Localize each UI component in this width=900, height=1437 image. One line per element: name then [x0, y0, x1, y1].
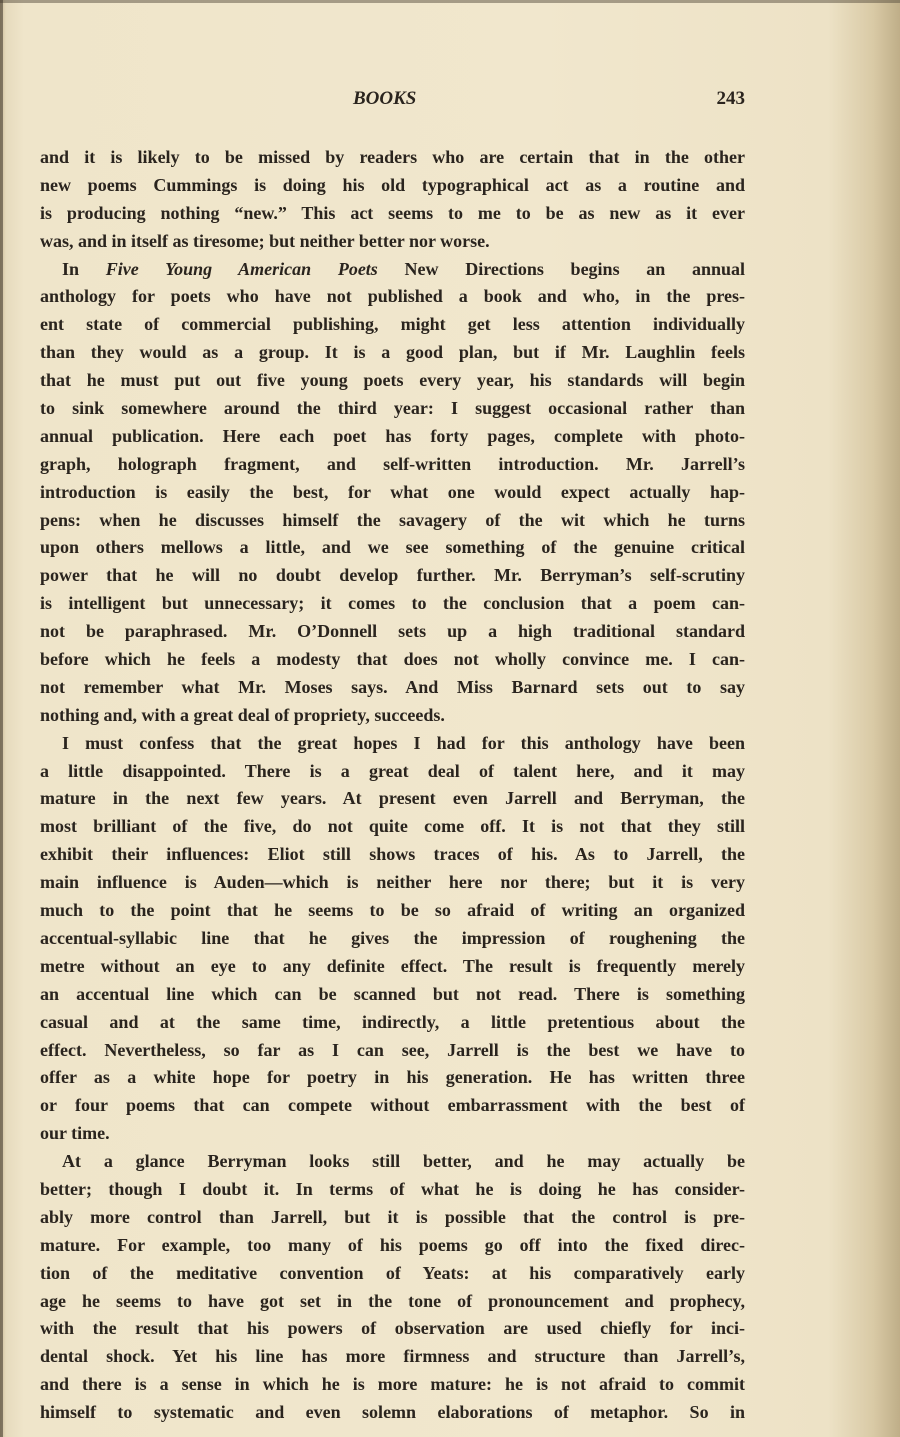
text-segment: New Directions begins an annual	[377, 258, 746, 279]
text-line: to sink somewhere around the third year: I suggest occasional rather than	[40, 398, 745, 419]
text-line: most brilliant of the five, do not quite come off. It is not that they still	[40, 816, 745, 837]
running-head: BOOKS	[353, 88, 417, 109]
text-line	[40, 256, 745, 284]
text-line: or four poems that can compete without embarrassment with the best of	[40, 1095, 745, 1116]
text-line: mature. For example, too many of his poems go off into the fixed direc-	[40, 1234, 745, 1255]
page-number: 243	[716, 88, 745, 109]
text-line: graph, holograph fragment, and self-written introduction. Mr. Jarrell’s	[40, 453, 745, 474]
text-line: tion of the meditative convention of Yeats: at his comparatively early	[40, 1262, 745, 1283]
text-line: power that he will no doubt develop further. Mr. Berryman’s self-scrutiny	[40, 565, 745, 586]
text-line: before which he feels a modesty that does not wholly convince me. I can-	[40, 649, 745, 670]
page-binding-edge	[0, 0, 3, 1437]
text-line: than they would as a group. It is a good plan, but if Mr. Laughlin feels	[40, 342, 745, 363]
body-text	[40, 144, 745, 1427]
paragraph	[40, 730, 745, 1148]
text-line: ent state of commercial publishing, might get less attention individually	[40, 314, 745, 335]
text-line: exhibit their influences: Eliot still shows traces of his. As to Jarrell, the	[40, 844, 745, 865]
paragraph	[40, 256, 745, 730]
text-line: effect. Nevertheless, so far as I can see, Jarrell is the best we have to	[40, 1039, 745, 1060]
text-line: ably more control than Jarrell, but it is possible that the control is pre-	[40, 1206, 745, 1227]
text-line: upon others mellows a little, and we see something of the genuine critical	[40, 537, 745, 558]
text-line: casual and at the same time, indirectly, a little pretentious about the	[40, 1011, 745, 1032]
text-line: anthology for poets who have not published a book and who, in the pres-	[40, 286, 745, 307]
page-top-edge	[0, 0, 900, 3]
text-line: dental shock. Yet his line has more firmness and structure than Jarrell’s,	[40, 1346, 745, 1367]
page-header	[40, 88, 745, 116]
text-line: better; though I doubt it. In terms of what he is doing he has consider-	[40, 1178, 745, 1199]
text-line: I must confess that the great hopes I had for this anthology have been	[62, 732, 745, 753]
paragraph	[40, 1148, 745, 1427]
text-line: much to the point that he seems to be so afraid of writing an organized	[40, 900, 745, 921]
text-line: is producing nothing “new.” This act seems to me to be as new as it ever	[40, 202, 745, 223]
text-line: new poems Cummings is doing his old typographical act as a routine and	[40, 174, 745, 195]
text-line: himself to systematic and even solemn elaborations of metaphor. So in	[40, 1402, 745, 1423]
text-line: pens: when he discusses himself the savagery of the wit which he turns	[40, 509, 745, 530]
text-line: an accentual line which can be scanned but not read. There is something	[40, 983, 745, 1004]
text-line: introduction is easily the best, for what one would expect actually hap-	[40, 481, 745, 502]
text-line: is intelligent but unnecessary; it comes to the conclusion that a poem can-	[40, 593, 745, 614]
text-line: was, and in itself as tiresome; but neither better nor worse.	[40, 230, 490, 251]
text-line: not be paraphrased. Mr. O’Donnell sets up a high traditional standard	[40, 621, 745, 642]
text-line: a little disappointed. There is a great deal of talent here, and it may	[40, 760, 745, 781]
text-line: and it is likely to be missed by readers who are certain that in the other	[40, 147, 745, 167]
book-title: Five Young American Poets	[105, 258, 378, 279]
text-line: mature in the next few years. At present even Jarrell and Berryman, the	[40, 788, 745, 809]
text-line: with the result that his powers of observation are used chiefly for inci-	[40, 1318, 745, 1339]
text-line: that he must put out five young poets every year, his standards will begin	[40, 370, 745, 391]
text-line: accentual-syllabic line that he gives the impression of roughening the	[40, 927, 745, 948]
text-line: age he seems to have got set in the tone of pronouncement and prophecy,	[40, 1290, 745, 1311]
text-line: annual publication. Here each poet has forty pages, complete with photo-	[40, 425, 745, 446]
text-line: metre without an eye to any definite effect. The result is frequently merely	[40, 955, 745, 976]
paragraph	[40, 144, 745, 256]
text-line: nothing and, with a great deal of propriety, succeeds.	[40, 704, 445, 725]
text-line: and there is a sense in which he is more mature: he is not afraid to commit	[40, 1374, 745, 1395]
text-line: main influence is Auden—which is neither here nor there; but it is very	[40, 872, 745, 893]
text-line: not remember what Mr. Moses says. And Miss Barnard sets out to say	[40, 676, 745, 697]
text-segment: In	[62, 258, 106, 279]
text-line: offer as a white hope for poetry in his generation. He has written three	[40, 1067, 745, 1088]
text-line: At a glance Berryman looks still better, and he may actually be	[62, 1151, 745, 1172]
text-line: our time.	[40, 1123, 110, 1144]
